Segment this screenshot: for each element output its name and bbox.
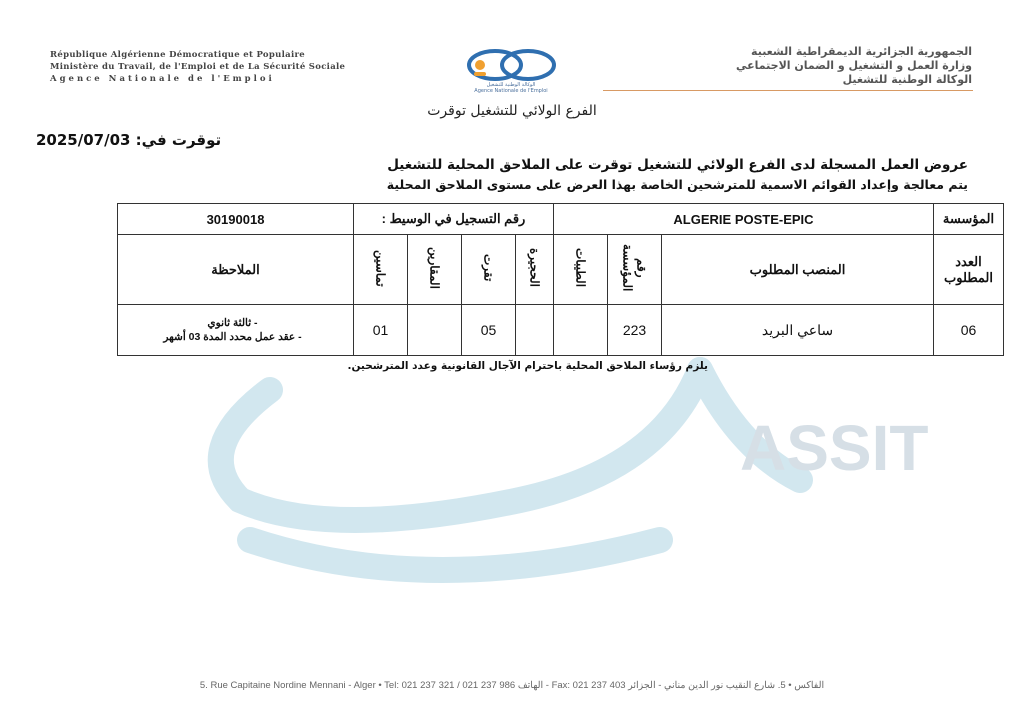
cell-position: ساعي البريد	[662, 305, 934, 356]
date-line: توقرت في: 2025/07/03	[36, 131, 222, 149]
header-tibibat-text: الطيبات	[573, 248, 588, 288]
header-hjira-text: الحجيرة	[527, 248, 542, 288]
header-temacine-text: تماسين	[373, 249, 388, 287]
cell-tibibat	[554, 305, 608, 356]
header-fr-line2: Ministère du Travail, de l'Emploi et de La Sécurité Sociale	[50, 62, 346, 72]
header-touggourt	[462, 235, 516, 305]
registration-number: 30190018	[118, 204, 354, 235]
registration-label: رقم التسجيل في الوسيط :	[354, 204, 554, 235]
note-line-1: - ثالثة ثانوي	[207, 317, 258, 329]
watermark-stroke-1	[221, 370, 700, 520]
cell-notes	[118, 305, 354, 356]
header-megarine	[408, 235, 462, 305]
institution-name: ALGERIE POSTE-EPIC	[554, 204, 934, 235]
watermark-stroke-2	[250, 540, 660, 570]
institution-label: المؤسسة	[934, 204, 1004, 235]
job-offers-table	[117, 203, 1004, 356]
header-tibibat	[554, 235, 608, 305]
header-arabic	[592, 45, 972, 87]
watermark-text: ASSIT	[740, 412, 929, 484]
header-hjira	[516, 235, 554, 305]
header-touggourt-text: تقرت	[481, 254, 496, 282]
cell-touggourt: 05	[462, 305, 516, 356]
table-row	[118, 305, 1004, 356]
header-french	[50, 49, 420, 85]
table-row-institution	[118, 204, 1004, 235]
cell-hjira	[516, 305, 554, 356]
logo-caption-ar: الوكالة الوطنية للتشغيل	[486, 82, 536, 88]
header-position: المنصب المطلوب	[662, 235, 934, 305]
header-ar-line2: وزارة العمل و التشغيل و الضمان الاجتماعي	[736, 59, 972, 72]
footnote: يلزم رؤساء الملاحق المحلية باحترام الآجال القانونية وعدد المترشحين.	[347, 360, 708, 372]
cell-inst-no: 223	[608, 305, 662, 356]
table-header-row	[118, 235, 1004, 305]
header-ar-line3: الوكالة الوطنية للتشغيل	[842, 73, 972, 86]
branch-title: الفرع الولائي للتشغيل توقرت	[427, 103, 597, 119]
intro-line-1: عروض العمل المسجلة لدى الفرع الولائي للتشغيل توقرت على الملاحق المحلية للتشغيل	[387, 157, 968, 173]
header-fr-line1: République Algérienne Démocratique et Populaire	[50, 50, 305, 60]
header-inst-no	[608, 235, 662, 305]
header-fr-line3: Agence Nationale de l'Emploi	[50, 74, 275, 84]
cell-megarine	[408, 305, 462, 356]
cell-count: 06	[934, 305, 1004, 356]
header-ar-line1: الجمهورية الجزائرية الديمقراطية الشعبية	[751, 45, 972, 58]
logo-caption-fr: Agence Nationale de l'Emploi	[474, 88, 548, 94]
footer-address: 5. Rue Capitaine Nordine Mennani - Alger • Tel: 021 237 321 / 021 237 986 الهاتف - Fax: 021 237 403 الفاكس • 5. شارع النقيب نور الدين مناني - الجزائر	[199, 680, 825, 691]
header-divider	[603, 90, 973, 91]
note-line-2: - عقد عمل محدد المدة 03 أشهر	[163, 331, 302, 343]
intro-line-2: يتم معالجة وإعداد القوائم الاسمية للمترشحين الخاصة بهذا العرض على مستوى الملاحق المحلية	[386, 177, 968, 192]
header-megarine-text: المقارين	[427, 247, 442, 289]
header-notes: الملاحظة	[118, 235, 354, 305]
header-count: العدد المطلوب	[934, 235, 1004, 305]
cell-temacine: 01	[354, 305, 408, 356]
header-inst-no-text: رقم المؤسسة	[620, 244, 649, 292]
logo-caption	[450, 82, 572, 94]
header-temacine	[354, 235, 408, 305]
